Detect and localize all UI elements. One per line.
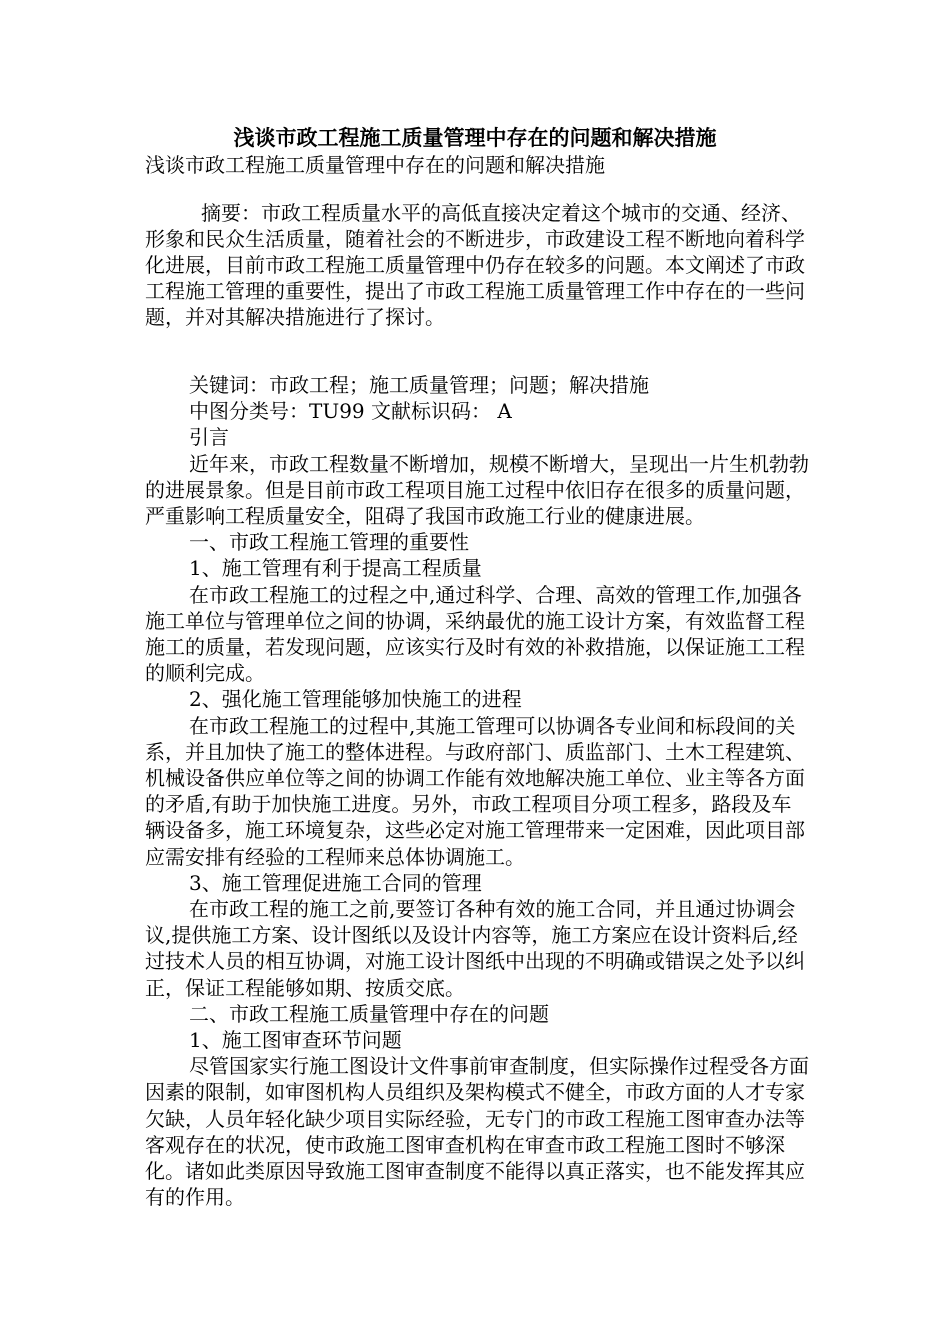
section1-item3-paragraph: 在市政工程的施工之前,要签订各种有效的施工合同，并且通过协调会议,提供施工方案、设计图纸以及设计内容等，施工方案应在设计资料后,经过技术人员的相互协调，对施工设计图纸中出现的不明确或错误之处予以纠正，保证工程能够如期、按质交底。 [145,897,805,1000]
document-body [145,372,809,1211]
keywords-line: 关键词：市政工程；施工质量管理；问题；解决措施 [189,373,649,397]
section2-item1-heading: 1、施工图审查环节问题 [189,1028,402,1053]
intro-paragraph: 近年来，市政工程数量不断增加，规模不断增大，呈现出一片生机勃勃的进展景象。但是目前市政工程项目施工过程中依旧存在很多的质量问题，严重影响工程质量安全，阻碍了我国市政施工行业的健康进展。 [145,451,809,529]
section1-item2-paragraph: 在市政工程施工的过程中,其施工管理可以协调各专业间和标段间的关系，并且加快了施工的整体进程。与政府部门、质监部门、土木工程建筑、机械设备供应单位等之间的协调工作能有效地解决施工单位、业主等各方面的矛盾,有助于加快施工进度。另外，市政工程项目分项工程多，路段及车辆设备多，施工环境复杂，这些必定对施工管理带来一定困难，因此项目部应需安排有经验的工程师来总体协调施工。 [145,713,805,869]
section1-heading: 一、市政工程施工管理的重要性 [189,530,469,555]
section2-heading: 二、市政工程施工质量管理中存在的问题 [189,1001,549,1026]
classification-line: 中图分类号：TU99 文献标识码： A [189,399,512,424]
section1-item2-heading: 2、强化施工管理能够加快施工的进程 [189,687,522,712]
document-title: 浅谈市政工程施工质量管理中存在的问题和解决措施 [233,125,717,150]
document-subtitle: 浅谈市政工程施工质量管理中存在的问题和解决措施 [145,153,605,177]
section2-item1-paragraph: 尽管国家实行施工图设计文件事前审查制度，但实际操作过程受各方面因素的限制，如审图机构人员组织及架构模式不健全，市政方面的人才专家欠缺，人员年轻化缺少项目实际经验，无专门的市政工程施工图审查办法等客观存在的状况，使市政施工图审查机构在审查市政工程施工图时不够深化。诸如此类原因导致施工图审查制度不能得以真正落实，也不能发挥其应有的作用。 [145,1054,809,1210]
section1-item3-heading: 3、施工管理促进施工合同的管理 [189,870,482,895]
section1-item1-paragraph: 在市政工程施工的过程之中,通过科学、合理、高效的管理工作,加强各施工单位与管理单位之间的协调，采纳最优的施工设计方案，有效监督工程施工的质量，若发现问题，应该实行及时有效的补救措施，以保证施工工程的顺利完成。 [145,582,805,686]
section1-item1-heading: 1、施工管理有利于提高工程质量 [189,556,482,581]
intro-heading: 引言 [189,425,229,450]
abstract-paragraph: 摘要：市政工程质量水平的高低直接决定着这个城市的交通、经济、形象和民众生活质量，随着社会的不断进步，市政建设工程不断地向着科学化进展，目前市政工程施工质量管理中仍存在较多的问题。本文阐述了市政工程施工管理的重要性，提出了市政工程施工质量管理工作中存在的一些问题，并对其解决措施进行了探讨。 [145,201,805,329]
